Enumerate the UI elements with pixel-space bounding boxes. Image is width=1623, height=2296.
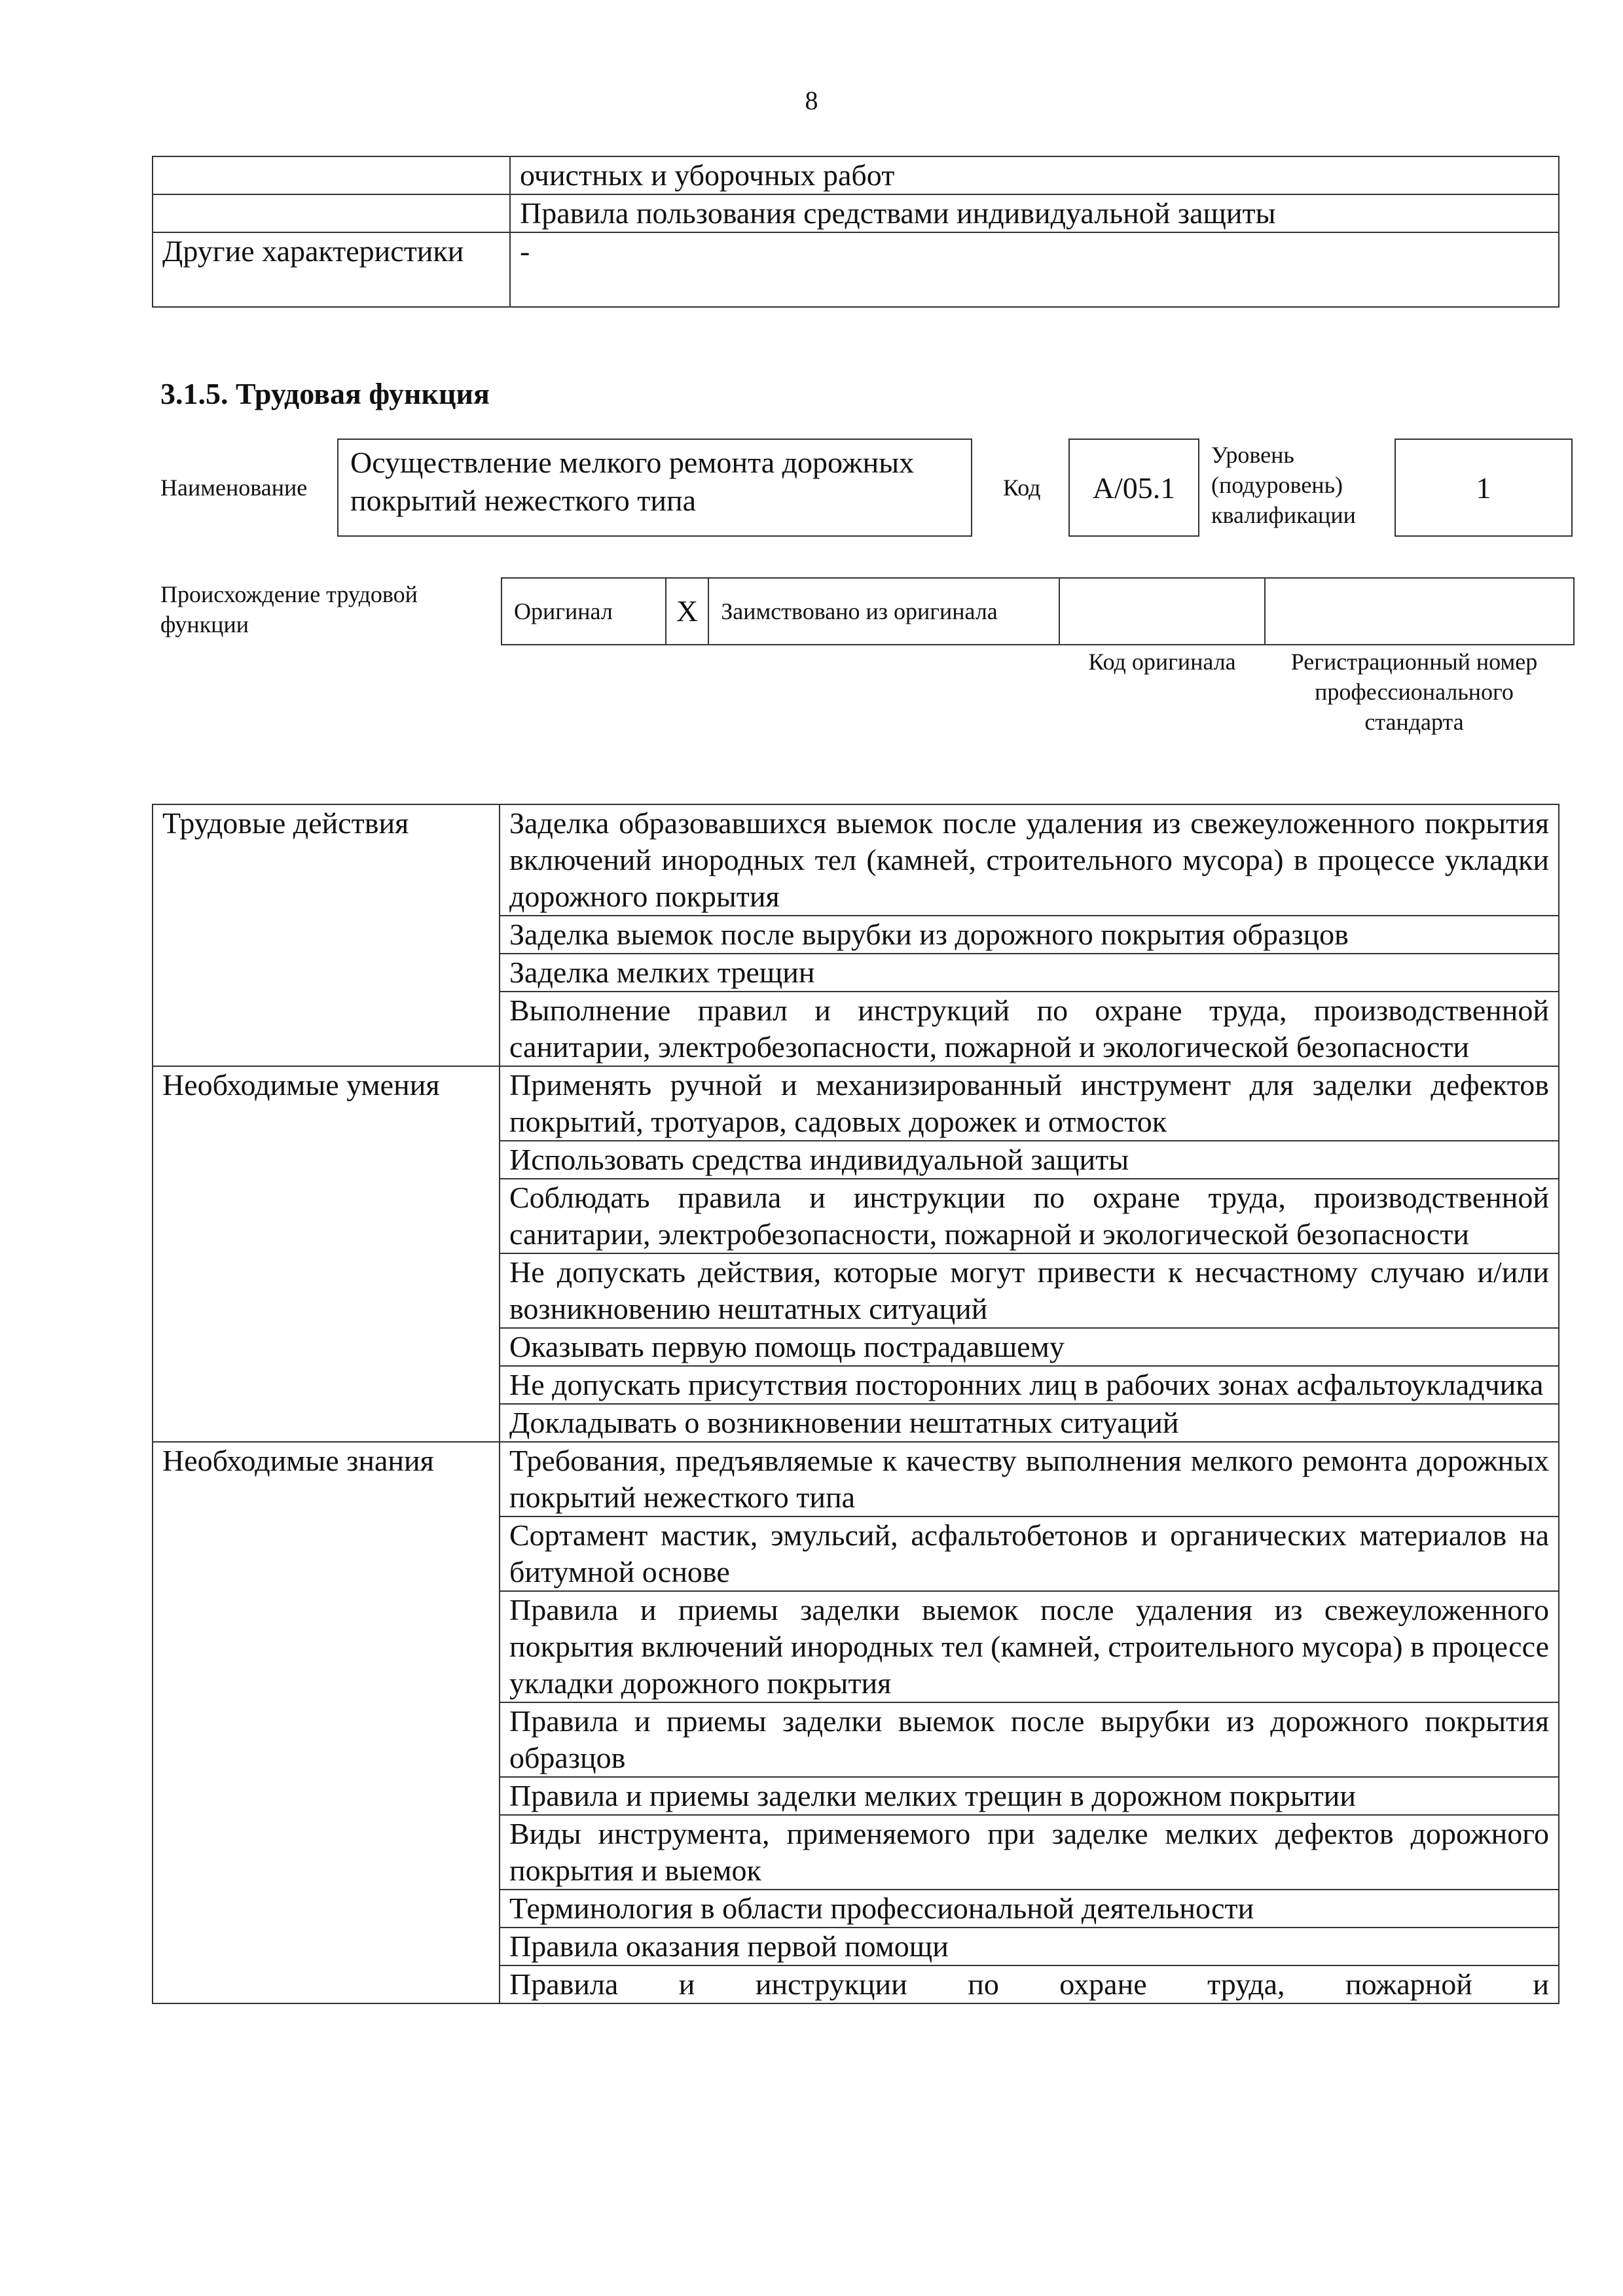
table-row [153,194,1559,232]
row-value: - [510,232,1559,307]
name-label: Наименование [160,475,308,501]
group-label-cont [153,1702,500,1777]
origin-label: Происхождение трудовой функции [160,581,418,637]
list-item: Виды инструмента, применяемого при заделке мелких дефектов дорожного покрытия и выемок [500,1815,1559,1890]
table-row [153,232,1559,307]
list-item: Заделка выемок после вырубки из дорожного покрытия образцов [500,916,1559,954]
table-row [153,1141,1559,1179]
group-label-cont [153,1179,500,1253]
row-label [153,194,510,232]
group-label-cont [153,1366,500,1404]
table-row [153,992,1559,1066]
table-row [153,916,1559,954]
list-item: Правила и приемы заделки выемок после вырубки из дорожного покрытия образцов [500,1702,1559,1777]
original-mark: X [666,578,708,645]
row-value: очистных и уборочных работ [510,156,1559,194]
table-row [153,1404,1559,1442]
table-row [153,1777,1559,1815]
group-label-cont [153,1890,500,1928]
table-row [501,578,1574,645]
continuation-table [152,156,1559,308]
table-row [153,1928,1559,1965]
level-label: Уровень (подуровень) квалификации [1211,442,1356,528]
list-item: Заделка образовавшихся выемок после удаления из свежеуложенного покрытия включений инородных тел (камней, строительного мусора) в процессе укладки дорожного покрытия [500,804,1559,916]
table-row [153,1591,1559,1702]
list-item: Правила и инструкции по охране труда, пожарной и [500,1965,1559,2003]
function-code-box [1068,439,1199,537]
table-row [153,1253,1559,1328]
list-item: Не допускать действия, которые могут привести к несчастному случаю и/или возникновению нештатных ситуаций [500,1253,1559,1328]
row-label [153,156,510,194]
function-name-box: Осуществление мелкого ремонта дорожных покрытий нежесткого типа [337,439,972,537]
table-row [153,1179,1559,1253]
group-label-cont [153,1777,500,1815]
table-row [153,1366,1559,1404]
section-title: 3.1.5. Трудовая функция [160,377,490,410]
group-label: Необходимые знания [153,1442,500,1516]
page-number: 8 [805,86,818,115]
table-row [153,1442,1559,1516]
table-row [153,156,1559,194]
reg-number-cell [1265,578,1574,645]
group-label-cont [153,992,500,1066]
list-item: Правила оказания первой помощи [500,1928,1559,1965]
list-item: Заделка мелких трещин [500,954,1559,992]
list-item: Докладывать о возникновении нештатных ситуаций [500,1404,1559,1442]
function-code-value: A/05.1 [1092,471,1176,505]
group-label-cont [153,1404,500,1442]
list-item: Использовать средства индивидуальной защиты [500,1141,1559,1179]
table-row [153,804,1559,916]
group-label-cont [153,1253,500,1328]
group-label-cont [153,1516,500,1591]
group-label: Необходимые умения [153,1066,500,1141]
list-item: Выполнение правил и инструкций по охране труда, производственной санитарии, электробезопасности, пожарной и экологической безопасности [500,992,1559,1066]
list-item: Соблюдать правила и инструкции по охране труда, производственной санитарии, электробезопасности, пожарной и экологической безопасности [500,1179,1559,1253]
reg-number-caption: Регистрационный номер профессионального стандарта [1290,649,1538,735]
table-row [153,1066,1559,1141]
table-row [153,1516,1559,1591]
list-item: Терминология в области профессиональной деятельности [500,1890,1559,1928]
list-item: Требования, предъявляемые к качеству выполнения мелкого ремонта дорожных покрытий нежесткого типа [500,1442,1559,1516]
code-label: Код [1003,475,1041,501]
function-details-table [152,804,1559,2004]
group-label-cont [153,916,500,954]
list-item: Сортамент мастик, эмульсий, асфальтобетонов и органических материалов на битумной основе [500,1516,1559,1591]
list-item: Правила и приемы заделки мелких трещин в дорожном покрытии [500,1777,1559,1815]
list-item: Правила и приемы заделки выемок после удаления из свежеуложенного покрытия включений инородных тел (камней, строительного мусора) в процессе укладки дорожного покрытия [500,1591,1559,1702]
table-row [153,954,1559,992]
group-label-cont [153,1928,500,1965]
table-row [153,1328,1559,1366]
list-item: Применять ручной и механизированный инструмент для заделки дефектов покрытий, тротуаров, садовых дорожек и отмосток [500,1066,1559,1141]
level-value: 1 [1476,471,1491,505]
group-label-cont [153,1965,500,2003]
level-box [1395,439,1573,537]
table-row [153,1815,1559,1890]
original-label: Оригинал [501,578,666,645]
list-item: Не допускать присутствия посторонних лиц в рабочих зонах асфальтоукладчика [500,1366,1559,1404]
group-label-cont [153,1815,500,1890]
origin-table [501,577,1575,645]
group-label-cont [153,954,500,992]
group-label-cont [153,1141,500,1179]
table-row [153,1702,1559,1777]
code-original-cell [1059,578,1265,645]
table-row [153,1890,1559,1928]
table-row [153,1965,1559,2003]
code-original-caption: Код оригинала [1088,649,1236,675]
borrowed-label: Заимствовано из оригинала [708,578,1059,645]
group-label: Трудовые действия [153,804,500,916]
group-label-cont [153,1328,500,1366]
row-value: Правила пользования средствами индивидуальной защиты [510,194,1559,232]
group-label-cont [153,1591,500,1702]
row-label: Другие характеристики [153,232,510,307]
list-item: Оказывать первую помощь пострадавшему [500,1328,1559,1366]
